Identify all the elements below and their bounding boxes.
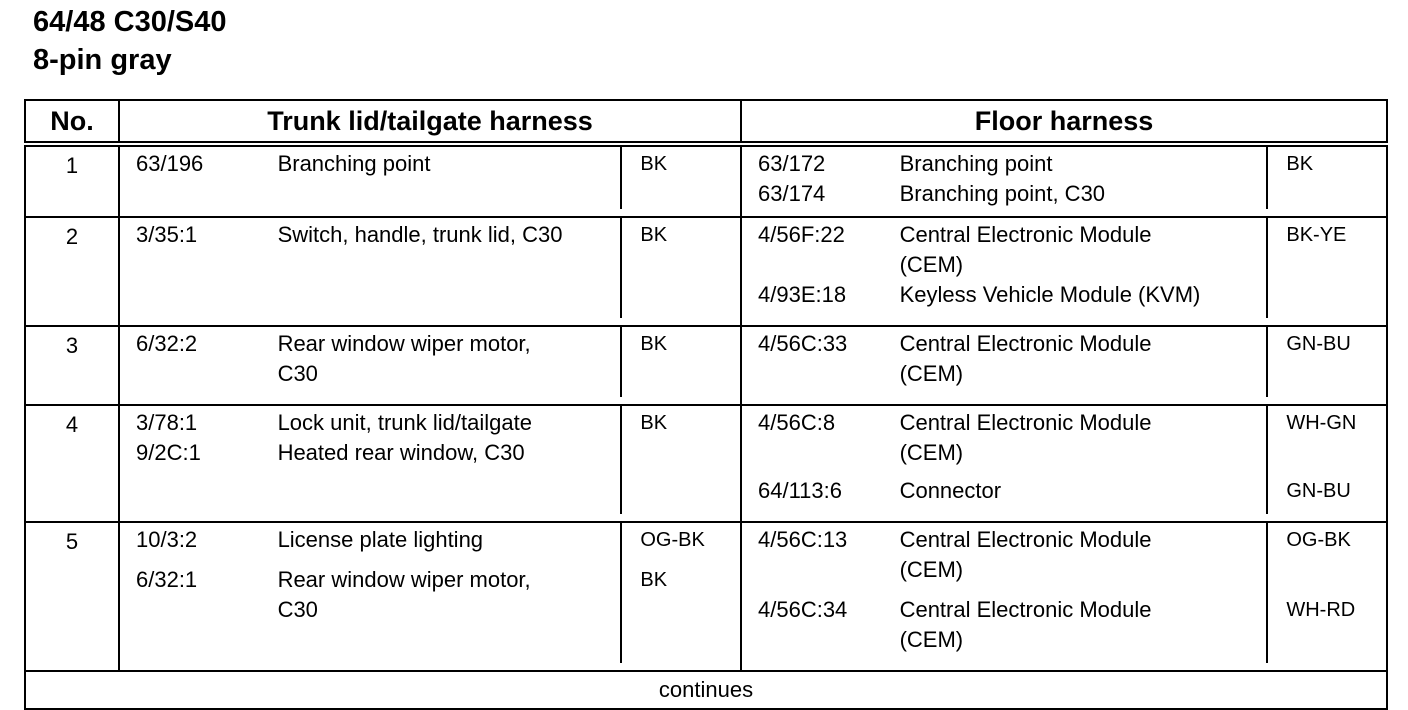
component-description [884,220,1269,280]
color-column-divider [1266,406,1268,514]
floor-harness-cell [741,326,1387,405]
wire-color: OG-BK [1286,529,1351,551]
floor-harness-cell [741,522,1387,671]
component-description [884,280,1269,310]
header-no: No. [25,100,119,144]
trunk-harness-cell [119,144,741,217]
trunk-wire-entry [120,149,740,179]
trunk-harness-cell [119,217,741,326]
component-description [262,220,623,250]
floor-wire-entry [742,476,1386,506]
component-code: 9/2C:1 [136,440,201,465]
page-title: 64/48 C30/S40 [33,6,227,38]
description-line: (CEM) [899,440,964,465]
description-line: C30 [277,361,318,386]
floor-wire-entry [742,149,1386,179]
pin-number: 5 [25,522,119,671]
floor-harness-cell [741,405,1387,522]
description-line: Branching point, C30 [899,181,1106,206]
wire-color: BK [1286,153,1314,175]
description-line: Central Electronic Module [899,597,1152,622]
description-line: Rear window wiper motor, [277,331,531,356]
pin-number: 2 [25,217,119,326]
wire-color: GN-BU [1286,480,1351,502]
color-column-divider [1266,327,1268,397]
color-column-divider [620,147,622,209]
table-row [25,405,1387,522]
trunk-harness-cell [119,405,741,522]
color-column-divider [620,327,622,397]
component-description [884,595,1269,655]
wire-color: WH-GN [1286,412,1357,434]
description-line: Central Electronic Module [899,222,1152,247]
component-code: 63/196 [136,151,204,176]
trunk-wire-entry [120,408,740,438]
floor-wire-entry [742,220,1386,280]
component-code: 64/113:6 [758,478,843,503]
header-trunk-harness: Trunk lid/tailgate harness [119,100,741,144]
header-floor-harness: Floor harness [741,100,1387,144]
table-row [25,217,1387,326]
trunk-wire-entry [120,438,740,468]
wire-color: BK [640,224,668,246]
color-column-divider [1266,147,1268,209]
floor-wire-entry [742,179,1386,209]
trunk-wire-entry [120,329,740,389]
component-code: 3/78:1 [136,410,198,435]
description-line: C30 [277,597,318,622]
component-code: 4/93E:18 [758,282,847,307]
pin-number: 4 [25,405,119,522]
component-code: 6/32:2 [136,331,198,356]
wire-color [1268,280,1386,310]
component-description [262,149,623,179]
wire-color: WH-RD [1286,599,1356,621]
description-line: Switch, handle, trunk lid, C30 [277,222,563,247]
component-description [262,438,623,468]
trunk-wire-entry [120,565,740,625]
wire-color [622,438,740,468]
component-code: 3/35:1 [136,222,198,247]
description-line: Heated rear window, C30 [277,440,525,465]
description-line: Central Electronic Module [899,527,1152,552]
pin-table [24,99,1388,710]
component-code: 6/32:1 [136,567,198,592]
description-line: Branching point [899,151,1053,176]
component-description [884,179,1269,209]
color-column-divider [620,523,622,663]
trunk-wire-entry [120,525,740,555]
component-description [262,565,623,625]
component-description [884,408,1269,468]
pin-number: 3 [25,326,119,405]
color-column-divider [620,406,622,514]
description-line: License plate lighting [277,527,484,552]
component-code: 4/56C:33 [758,331,848,356]
description-line: Central Electronic Module [899,331,1152,356]
continues-note: continues [25,671,1387,709]
color-column-divider [620,218,622,318]
wire-color: BK-YE [1286,224,1347,246]
component-code: 4/56C:8 [758,410,836,435]
description-line: Lock unit, trunk lid/tailgate [277,410,532,435]
description-line: Connector [899,478,1002,503]
floor-wire-entry [742,595,1386,655]
floor-wire-entry [742,408,1386,468]
wire-color [1268,179,1386,209]
floor-harness-cell [741,144,1387,217]
component-description [884,525,1269,585]
color-column-divider [1266,523,1268,663]
description-line: (CEM) [899,627,964,652]
wire-color: BK [640,412,668,434]
component-code: 10/3:2 [136,527,198,552]
wire-color: BK [640,333,668,355]
wire-color: GN-BU [1286,333,1351,355]
pin-number: 1 [25,144,119,217]
wire-color: OG-BK [640,529,705,551]
floor-wire-entry [742,329,1386,389]
component-description [262,329,623,389]
floor-harness-cell [741,217,1387,326]
table-row [25,522,1387,671]
description-line: (CEM) [899,361,964,386]
connector-subtitle: 8-pin gray [33,44,172,76]
component-code: 4/56C:34 [758,597,848,622]
component-description [884,476,1269,506]
component-description [884,329,1269,389]
trunk-harness-cell [119,522,741,671]
description-line: Rear window wiper motor, [277,567,531,592]
table-row [25,326,1387,405]
description-line: Central Electronic Module [899,410,1152,435]
color-column-divider [1266,218,1268,318]
description-line: Keyless Vehicle Module (KVM) [899,282,1201,307]
trunk-wire-entry [120,220,740,250]
component-code: 63/174 [758,181,826,206]
description-line: (CEM) [899,252,964,277]
component-code: 4/56C:13 [758,527,848,552]
description-line: (CEM) [899,557,964,582]
description-line: Branching point [277,151,431,176]
component-code: 63/172 [758,151,826,176]
component-description [262,408,623,438]
wire-color: BK [640,153,668,175]
component-description [262,525,623,555]
trunk-harness-cell [119,326,741,405]
wire-color: BK [640,569,668,591]
floor-wire-entry [742,280,1386,310]
floor-wire-entry [742,525,1386,585]
component-description [884,149,1269,179]
table-row [25,144,1387,217]
component-code: 4/56F:22 [758,222,845,247]
